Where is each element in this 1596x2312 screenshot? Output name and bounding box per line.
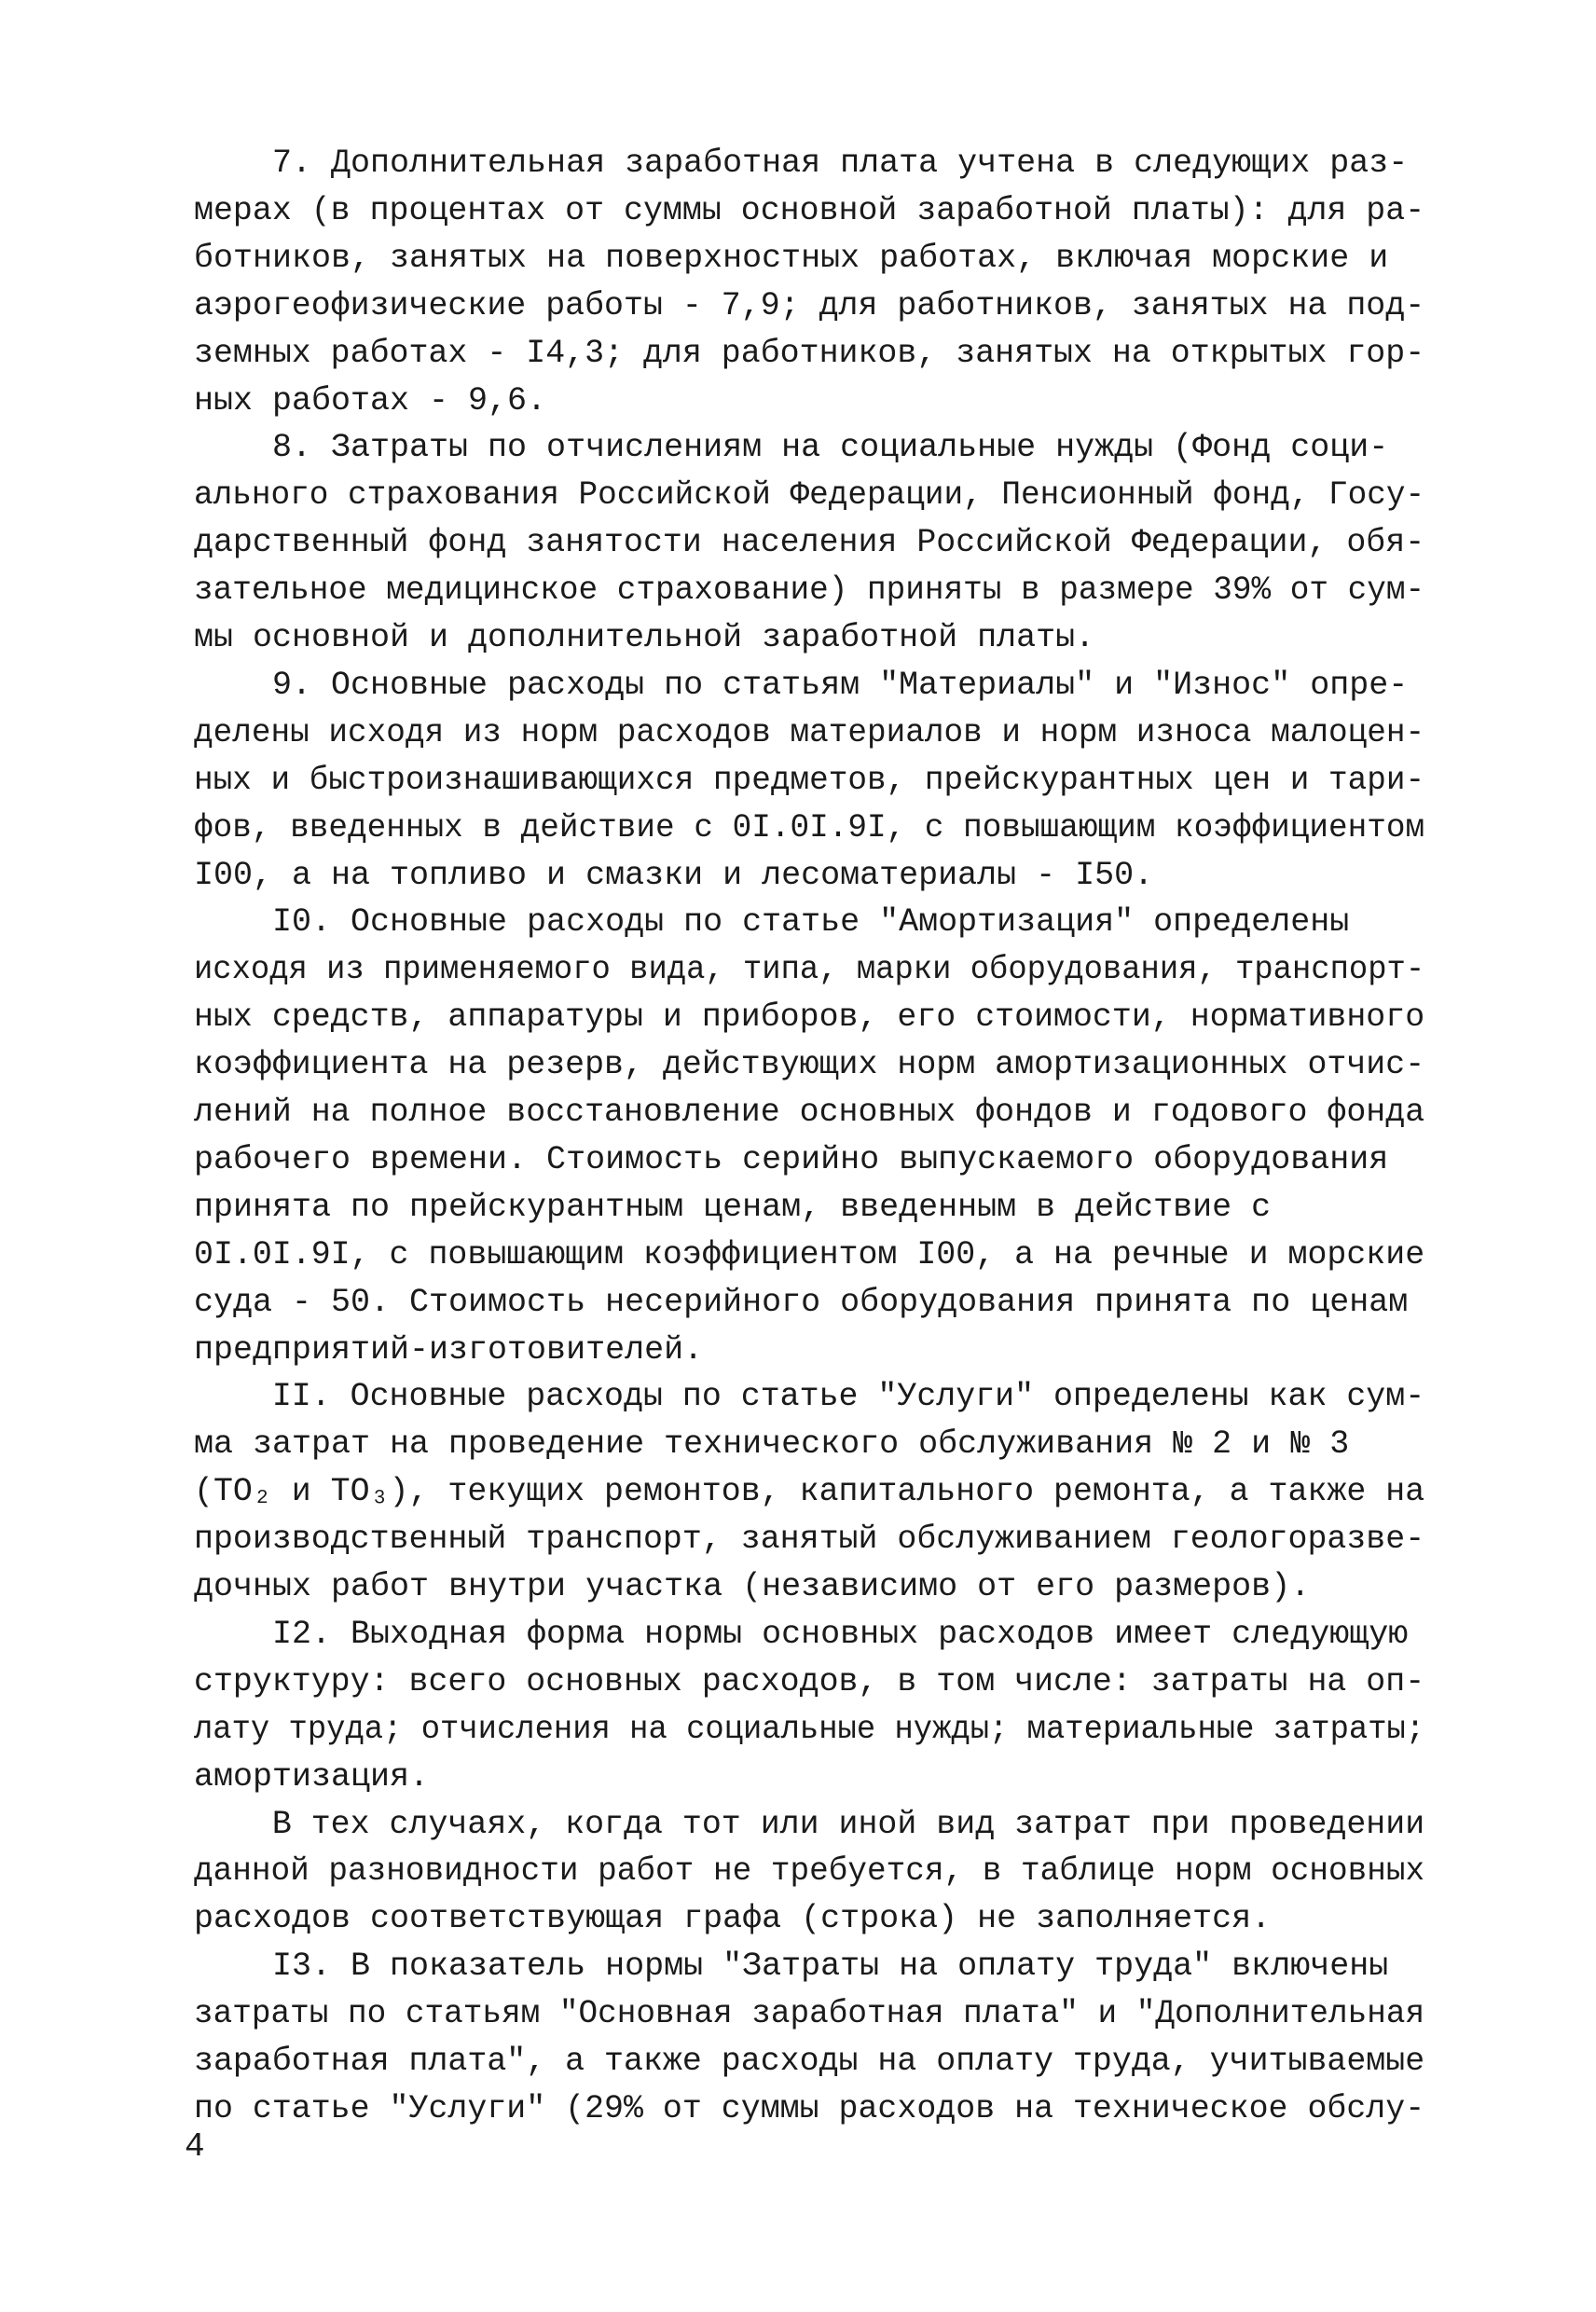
text-line: предприятий-изготовителей. [194,1331,704,1369]
text-line: аэрогеофизические работы - 7,9; для работников, занятых на под- [194,287,1425,324]
text-line: принята по прейскурантным ценам, введенным в действие с [194,1189,1272,1226]
text-line: суда - 50. Стоимость несерийного оборудования принята по ценам [194,1284,1409,1321]
text-line: заработная плата", а также расходы на оплату труда, учитываемые [194,2043,1425,2080]
text-line: мы основной и дополнительной заработной платы. [194,619,1095,656]
text-line: фов, введенных в действие с 0I.0I.9I, с повышающим коэффициентом [194,809,1425,846]
text-line: земных работах - I4,3; для работников, занятых на открытых гор- [194,335,1425,372]
text-line: ных средств, аппаратуры и приборов, его стоимости, нормативного [194,998,1425,1036]
text-line: по статье "Услуги" (29% от суммы расходов на техническое обслу- [194,2090,1425,2127]
text-line: ботников, занятых на поверхностных работах, включая морские и [194,240,1389,277]
text-line: ального страхования Российской Федерации, Пенсионный фонд, Госу- [194,476,1425,514]
text-line: 7. Дополнительная заработная плата учтена в следующих раз- [194,144,1409,182]
text-line: мерах (в процентах от суммы основной заработной платы): для ра- [194,192,1425,229]
text-line: ных работах - 9,6. [194,382,547,420]
text-line: I00, а на топливо и смазки и лесоматериалы - I50. [194,857,1154,894]
text-line: затраты по статьям "Основная заработная плата" и "Дополнительная [194,1995,1425,2032]
text-line: дочных работ внутри участка (независимо от его размеров). [194,1568,1311,1605]
text-line: ных и быстроизнашивающихся предметов, прейскурантных цен и тари- [194,762,1425,799]
page-number: 4 [185,2127,205,2166]
text-line: данной разновидности работ не требуется, в таблице норм основных [194,1852,1425,1890]
text-line: ма затрат на проведение технического обслуживания № 2 и № 3 [194,1425,1350,1463]
text-line: рабочего времени. Стоимость серийно выпускаемого оборудования [194,1141,1389,1178]
text-line: лату труда; отчисления на социальные нужды; материальные затраты; [194,1711,1425,1748]
text-line: лений на полное восстановление основных фондов и годового фонда [194,1094,1425,1131]
text-line: (ТО₂ и ТО₃), текущих ремонтов, капитального ремонта, а также на [194,1473,1425,1510]
text-line: расходов соответствующая графа (строка) не заполняется. [194,1900,1272,1937]
text-line: I0. Основные расходы по статье "Амортизация" определены [194,903,1350,941]
text-line: 8. Затраты по отчислениям на социальные нужды (Фонд соци- [194,429,1389,466]
text-line: 9. Основные расходы по статьям "Материалы" и "Износ" опре- [194,667,1409,704]
text-line: дарственный фонд занятости населения Российской Федерации, обя- [194,524,1425,561]
text-line: 0I.0I.9I, с повышающим коэффициентом I00, а на речные и морские [194,1236,1425,1273]
text-line: производственный транспорт, занятый обслуживанием геологоразве- [194,1521,1425,1558]
text-line: В тех случаях, когда тот или иной вид затрат при проведении [194,1806,1425,1843]
text-line: делены исходя из норм расходов материалов и норм износа малоцен- [194,714,1425,751]
text-line: амортизация. [194,1758,430,1796]
text-line: исходя из применяемого вида, типа, марки оборудования, транспорт- [194,951,1425,988]
text-line: зательное медицинское страхование) приняты в размере 39% от сум- [194,571,1425,609]
text-line: структуру: всего основных расходов, в том числе: затраты на оп- [194,1663,1425,1700]
text-line: коэффициента на резерв, действующих норм амортизационных отчис- [194,1046,1425,1083]
text-line: II. Основные расходы по статье "Услуги" определены как сум- [194,1378,1425,1415]
text-line: I3. В показатель нормы "Затраты на оплату труда" включены [194,1947,1389,1985]
text-line: I2. Выходная форма нормы основных расходов имеет следующую [194,1616,1409,1653]
